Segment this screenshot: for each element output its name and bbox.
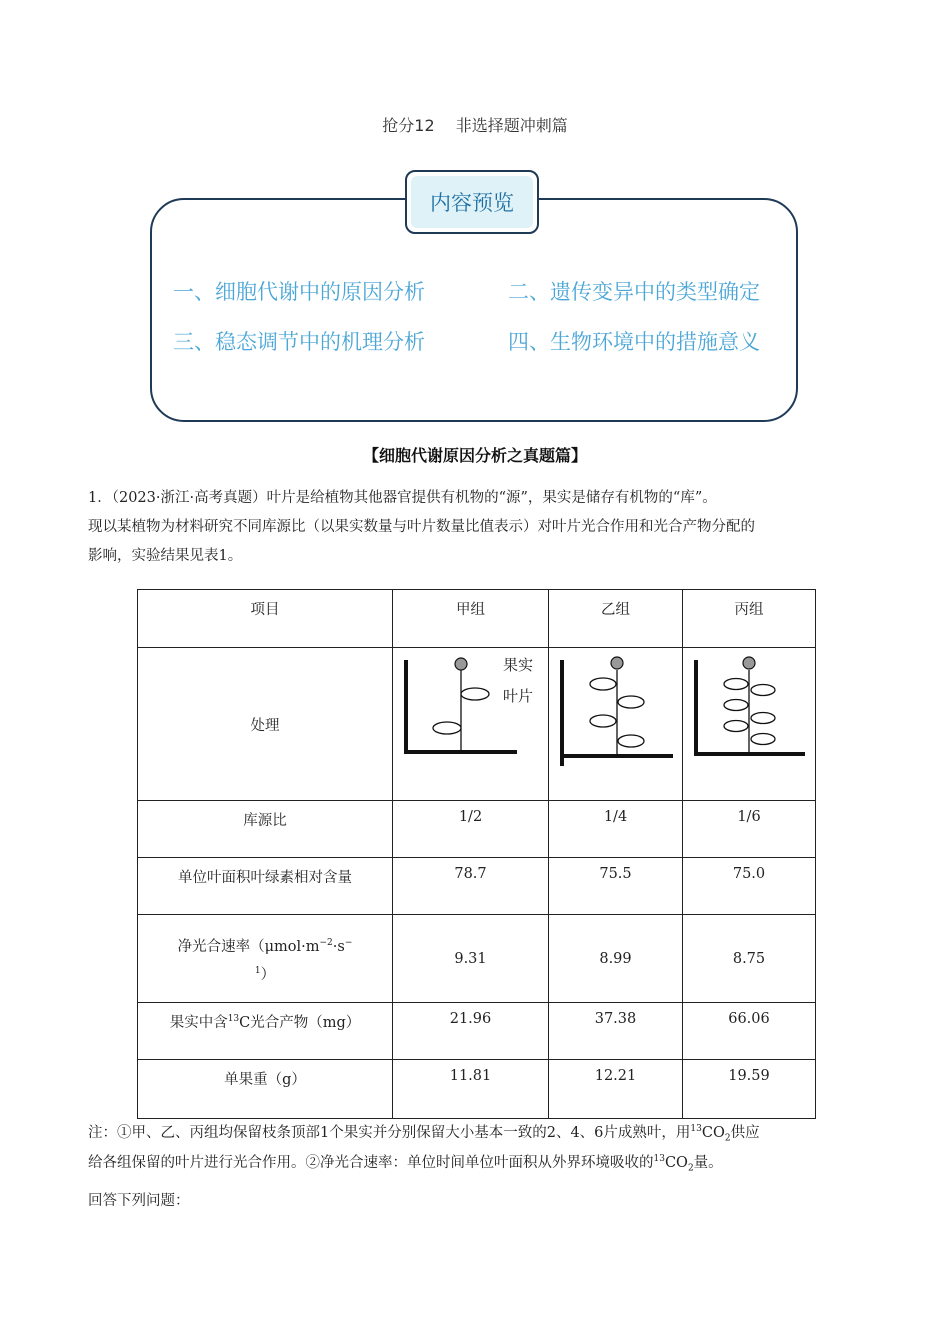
cell-value: 8.75 <box>683 915 816 1003</box>
cell-value: 75.0 <box>683 858 816 915</box>
table-row <box>138 1003 816 1060</box>
answer-prompt: 回答下列问题： <box>88 1193 190 1209</box>
treatment-figure-c <box>683 648 816 801</box>
cell-value: 66.06 <box>683 1003 816 1060</box>
cell-value: 21.96 <box>393 1003 549 1060</box>
header-group-a: 甲组 <box>393 590 549 648</box>
row-label-chlorophyll: 单位叶面积叶绿素相对含量 <box>138 858 393 915</box>
table-header-row <box>138 590 816 648</box>
cell-value: 1/4 <box>549 801 683 858</box>
header-item: 项目 <box>138 590 393 648</box>
cell-value: 9.31 <box>393 915 549 1003</box>
section-heading: 【细胞代谢原因分析之真题篇】 <box>362 446 587 465</box>
cell-value: 37.38 <box>549 1003 683 1060</box>
fruit-label: 果实 <box>503 656 534 674</box>
row-label-13c-products: 果实中含$^{13}$C光合产物（mg） <box>138 1003 393 1060</box>
question-line-1: 1．（2023·浙江·高考真题）叶片是给植物其他器官提供有机物的“源”，果实是储存有机物的“库”。 <box>88 490 717 506</box>
cell-value: 11.81 <box>393 1060 549 1119</box>
cell-value: 19.59 <box>683 1060 816 1119</box>
header-group-b: 乙组 <box>549 590 683 648</box>
cell-value: 8.99 <box>549 915 683 1003</box>
cell-value: 78.7 <box>393 858 549 915</box>
row-label-net-photosynthesis: 净光合速率（$\mu mol\cdot m^{-2}\cdot s^-$ $^1$） <box>138 915 393 1003</box>
plant-diagram-b <box>549 648 682 800</box>
question-line-2: 现以某植物为材料研究不同库源比（以果实数量与叶片数量比值表示）对叶片光合作用和光合产物分配的 <box>88 519 755 535</box>
plant-diagram-c <box>683 648 815 800</box>
content-preview-tab <box>405 170 539 234</box>
cell-value: 12.21 <box>549 1060 683 1119</box>
preview-item-1: 一、细胞代谢中的原因分析 <box>173 280 425 304</box>
row-label-sink-source: 库源比 <box>138 801 393 858</box>
cell-value: 1/6 <box>683 801 816 858</box>
treatment-figure-a <box>393 648 549 801</box>
note-line-1: 注：①甲、乙、丙组均保留枝条顶部1个果实并分别保留大小基本一致的2、4、6片成熟叶，用$^{13}CO_2$供应 <box>88 1124 760 1144</box>
plant-diagram-a <box>393 648 548 800</box>
table-row <box>138 858 816 915</box>
note-line-2: 给各组保留的叶片进行光合作用。②净光合速率：单位时间单位叶面积从外界环境吸收的$^{13}CO_2$量。 <box>88 1154 723 1174</box>
table-row <box>138 801 816 858</box>
results-table <box>137 589 816 1119</box>
preview-item-3: 三、稳态调节中的机理分析 <box>173 330 425 354</box>
header-group-c: 丙组 <box>683 590 816 648</box>
cell-value: 75.5 <box>549 858 683 915</box>
cell-value: 1/2 <box>393 801 549 858</box>
table-row <box>138 915 816 1003</box>
table-row <box>138 1060 816 1119</box>
leaf-label: 叶片 <box>503 687 534 705</box>
page-title: 抢分12 非选择题冲刺篇 <box>382 116 568 135</box>
row-label-treatment: 处理 <box>138 648 393 801</box>
content-preview-label: 内容预览 <box>411 176 533 228</box>
table-row-treatment <box>138 648 816 801</box>
question-line-3: 影响，实验结果见表1。 <box>88 548 243 564</box>
preview-item-4: 四、生物环境中的措施意义 <box>508 330 760 354</box>
treatment-figure-b <box>549 648 683 801</box>
preview-item-2: 二、遗传变异中的类型确定 <box>508 280 760 304</box>
row-label-fruit-weight: 单果重（g） <box>138 1060 393 1119</box>
